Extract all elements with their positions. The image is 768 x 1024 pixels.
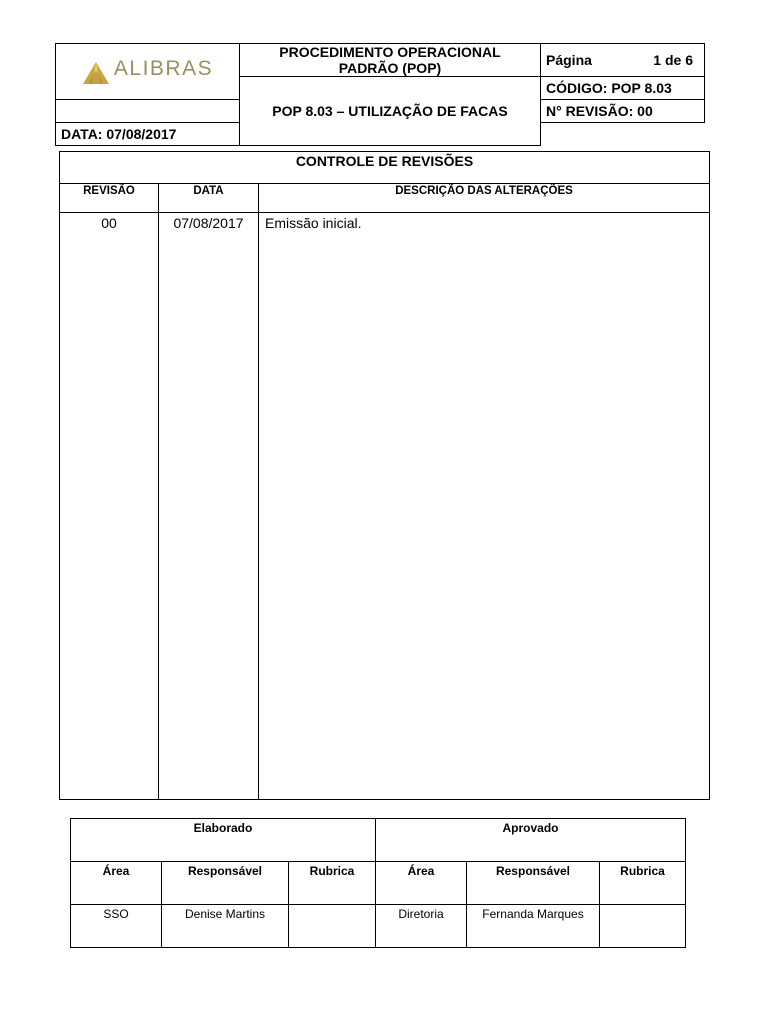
logo-tagline bbox=[114, 81, 213, 85]
apr-responsavel: Fernanda Marques bbox=[467, 905, 600, 948]
doc-revision: N° REVISÃO: 00 bbox=[541, 100, 705, 123]
revision-caption: CONTROLE DE REVISÕES bbox=[60, 152, 710, 184]
page-value: 1 de 6 bbox=[653, 52, 693, 68]
title-line-2: PADRÃO (POP) bbox=[338, 60, 442, 76]
revision-date: 07/08/2017 bbox=[159, 213, 259, 800]
document-header bbox=[55, 43, 705, 146]
apr-area: Diretoria bbox=[376, 905, 467, 948]
logo-cell bbox=[56, 44, 240, 100]
logo-cell-lower bbox=[56, 100, 240, 123]
aprovado-header: Aprovado bbox=[376, 819, 686, 862]
elab-responsavel: Denise Martins bbox=[162, 905, 289, 948]
page-info bbox=[541, 44, 705, 77]
elab-area: SSO bbox=[71, 905, 162, 948]
company-logo bbox=[82, 58, 213, 85]
elab-rubrica bbox=[289, 905, 376, 948]
doc-subtitle: POP 8.03 – UTILIZAÇÃO DE FACAS bbox=[240, 77, 541, 146]
revision-control-table bbox=[59, 151, 710, 800]
doc-date: DATA: 07/08/2017 bbox=[56, 123, 240, 146]
page-label: Página bbox=[546, 52, 592, 68]
revision-description: Emissão inicial. bbox=[259, 213, 710, 800]
logo-text: ALIBRAS bbox=[113, 56, 214, 80]
elab-area-header: Área bbox=[71, 862, 162, 905]
col-header-revision: REVISÃO bbox=[60, 184, 159, 213]
table-row bbox=[60, 213, 710, 800]
col-header-date: DATA bbox=[159, 184, 259, 213]
apr-rubrica-header: Rubrica bbox=[600, 862, 686, 905]
signature-table bbox=[70, 818, 686, 948]
col-header-description: DESCRIÇÃO DAS ALTERAÇÕES bbox=[259, 184, 710, 213]
apr-area-header: Área bbox=[376, 862, 467, 905]
title-line-1: PROCEDIMENTO OPERACIONAL bbox=[279, 44, 501, 60]
elaborado-header: Elaborado bbox=[71, 819, 376, 862]
elab-responsavel-header: Responsável bbox=[162, 862, 289, 905]
apr-rubrica bbox=[600, 905, 686, 948]
doc-code: CÓDIGO: POP 8.03 bbox=[541, 77, 705, 100]
elab-rubrica-header: Rubrica bbox=[289, 862, 376, 905]
apr-responsavel-header: Responsável bbox=[467, 862, 600, 905]
pyramid-logo-icon bbox=[82, 61, 110, 85]
doc-title bbox=[240, 44, 541, 77]
revision-number: 00 bbox=[60, 213, 159, 800]
